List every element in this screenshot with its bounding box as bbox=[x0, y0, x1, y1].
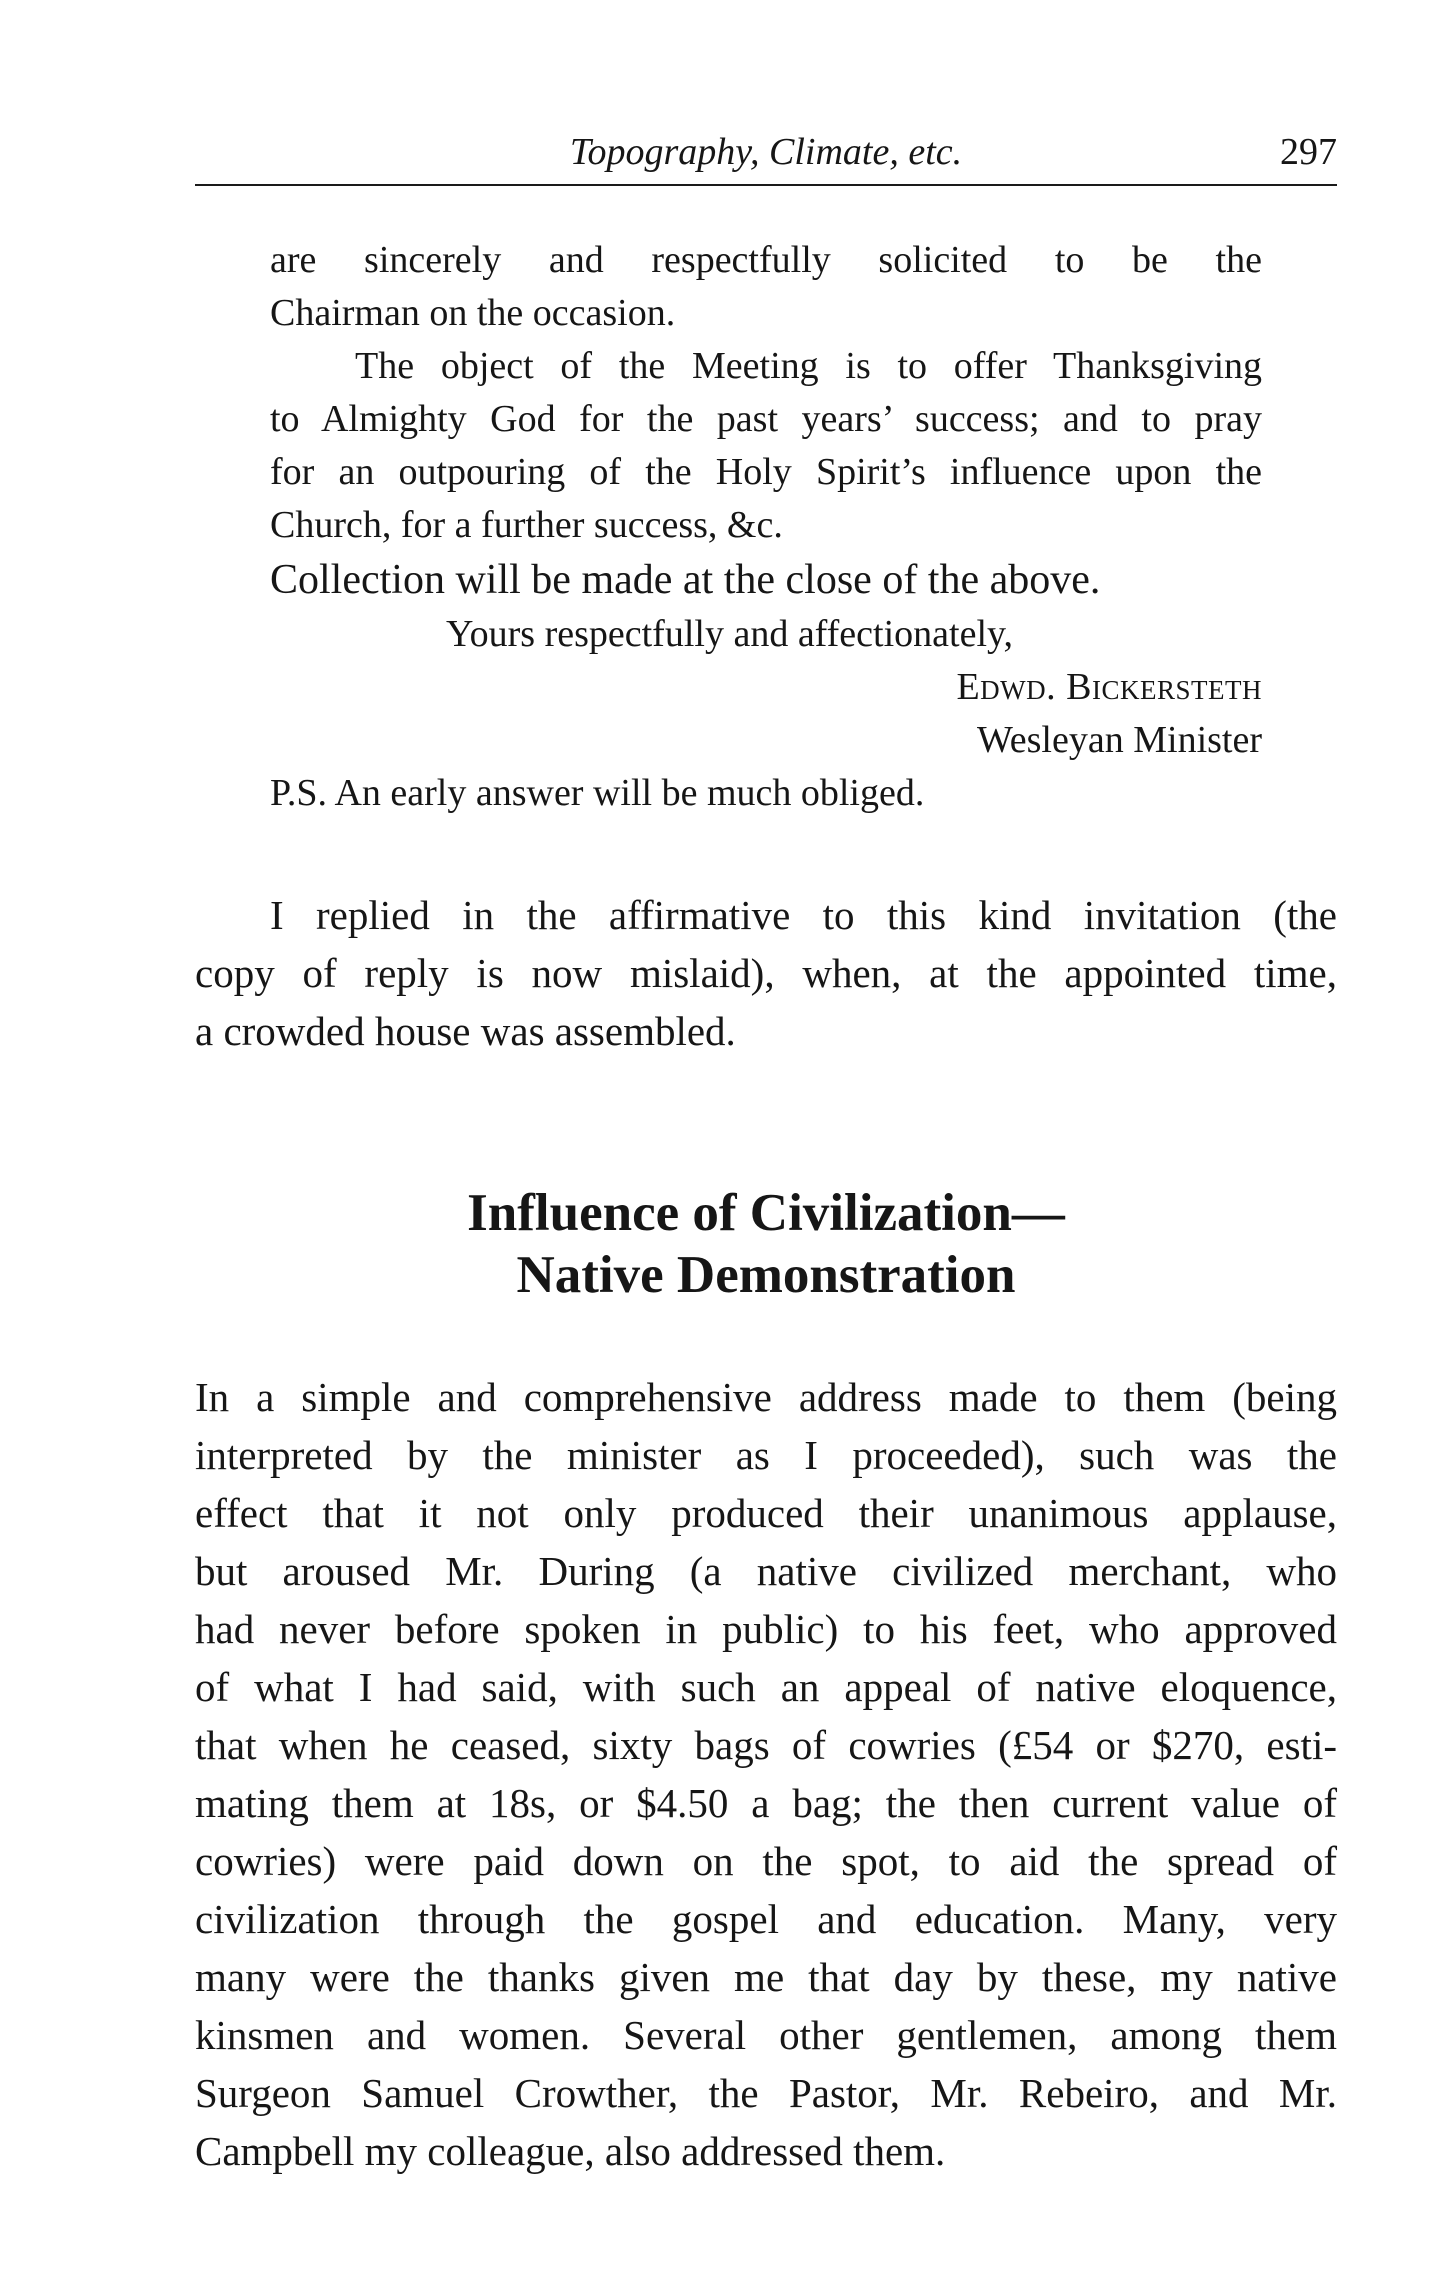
page-number: 297 bbox=[1280, 131, 1337, 173]
paragraph-line: had never before spoken in public) to his feet, who approved bbox=[195, 1606, 1337, 1652]
paragraph-line: effect that it not only produced their unanimous applause, bbox=[195, 1490, 1337, 1536]
paragraph-line: mating them at 18s, or $4.50 a bag; the then current value of bbox=[195, 1780, 1337, 1826]
letter-signature-title: Wesleyan Minister bbox=[976, 719, 1262, 761]
paragraph-line: Surgeon Samuel Crowther, the Pastor, Mr. Rebeiro, and Mr. bbox=[195, 2070, 1337, 2116]
letter-collection: Collection will be made at the close of the above. bbox=[270, 557, 1101, 603]
letter-line: The object of the Meeting is to offer Thanksgiving bbox=[355, 345, 1262, 387]
paragraph-line: Campbell my colleague, also addressed them. bbox=[195, 2128, 946, 2174]
paragraph-line: that when he ceased, sixty bags of cowries (£54 or $270, esti- bbox=[195, 1722, 1337, 1768]
letter-line: Chairman on the occasion. bbox=[270, 292, 676, 334]
paragraph-line: In a simple and comprehensive address made to them (being bbox=[195, 1374, 1337, 1420]
section-paragraph bbox=[195, 1368, 1337, 2180]
running-header bbox=[195, 128, 1337, 186]
running-title: Topography, Climate, etc. bbox=[569, 131, 963, 173]
paragraph-line: of what I had said, with such an appeal of native eloquence, bbox=[195, 1664, 1337, 1710]
letter-closing: Yours respectfully and affectionately, bbox=[446, 613, 1014, 655]
letter-signature-name: Edwd. Bickersteth bbox=[956, 666, 1262, 708]
paragraph-line: copy of reply is now mislaid), when, at the appointed time, bbox=[195, 950, 1337, 996]
paragraph-line: a crowded house was assembled. bbox=[195, 1008, 736, 1054]
letter-line: to Almighty God for the past years’ success; and to pray bbox=[270, 398, 1262, 440]
paragraph-line: but aroused Mr. During (a native civilized merchant, who bbox=[195, 1548, 1337, 1594]
letter-line: Church, for a further success, &c. bbox=[270, 504, 783, 546]
quoted-letter bbox=[270, 234, 1262, 820]
paragraph-line: civilization through the gospel and education. Many, very bbox=[195, 1896, 1337, 1942]
paragraph-line: interpreted by the minister as I proceeded), such was the bbox=[195, 1432, 1337, 1478]
letter-line: are sincerely and respectfully solicited to be the bbox=[270, 239, 1262, 281]
paragraph-line: many were the thanks given me that day by these, my native bbox=[195, 1954, 1337, 2000]
reply-paragraph bbox=[195, 886, 1337, 1060]
paragraph-line: kinsmen and women. Several other gentlemen, among them bbox=[195, 2012, 1337, 2058]
section-heading-line-2: Native Demonstration bbox=[516, 1246, 1016, 1304]
paragraph-line: cowries) were paid down on the spot, to aid the spread of bbox=[195, 1838, 1337, 1884]
section-heading bbox=[195, 1182, 1337, 1306]
section-heading-line-1: Influence of Civilization— bbox=[467, 1184, 1065, 1242]
letter-postscript: P.S. An early answer will be much obliged. bbox=[270, 772, 925, 814]
paragraph-line: I replied in the affirmative to this kind invitation (the bbox=[270, 892, 1337, 938]
letter-line: for an outpouring of the Holy Spirit’s influence upon the bbox=[270, 451, 1262, 493]
